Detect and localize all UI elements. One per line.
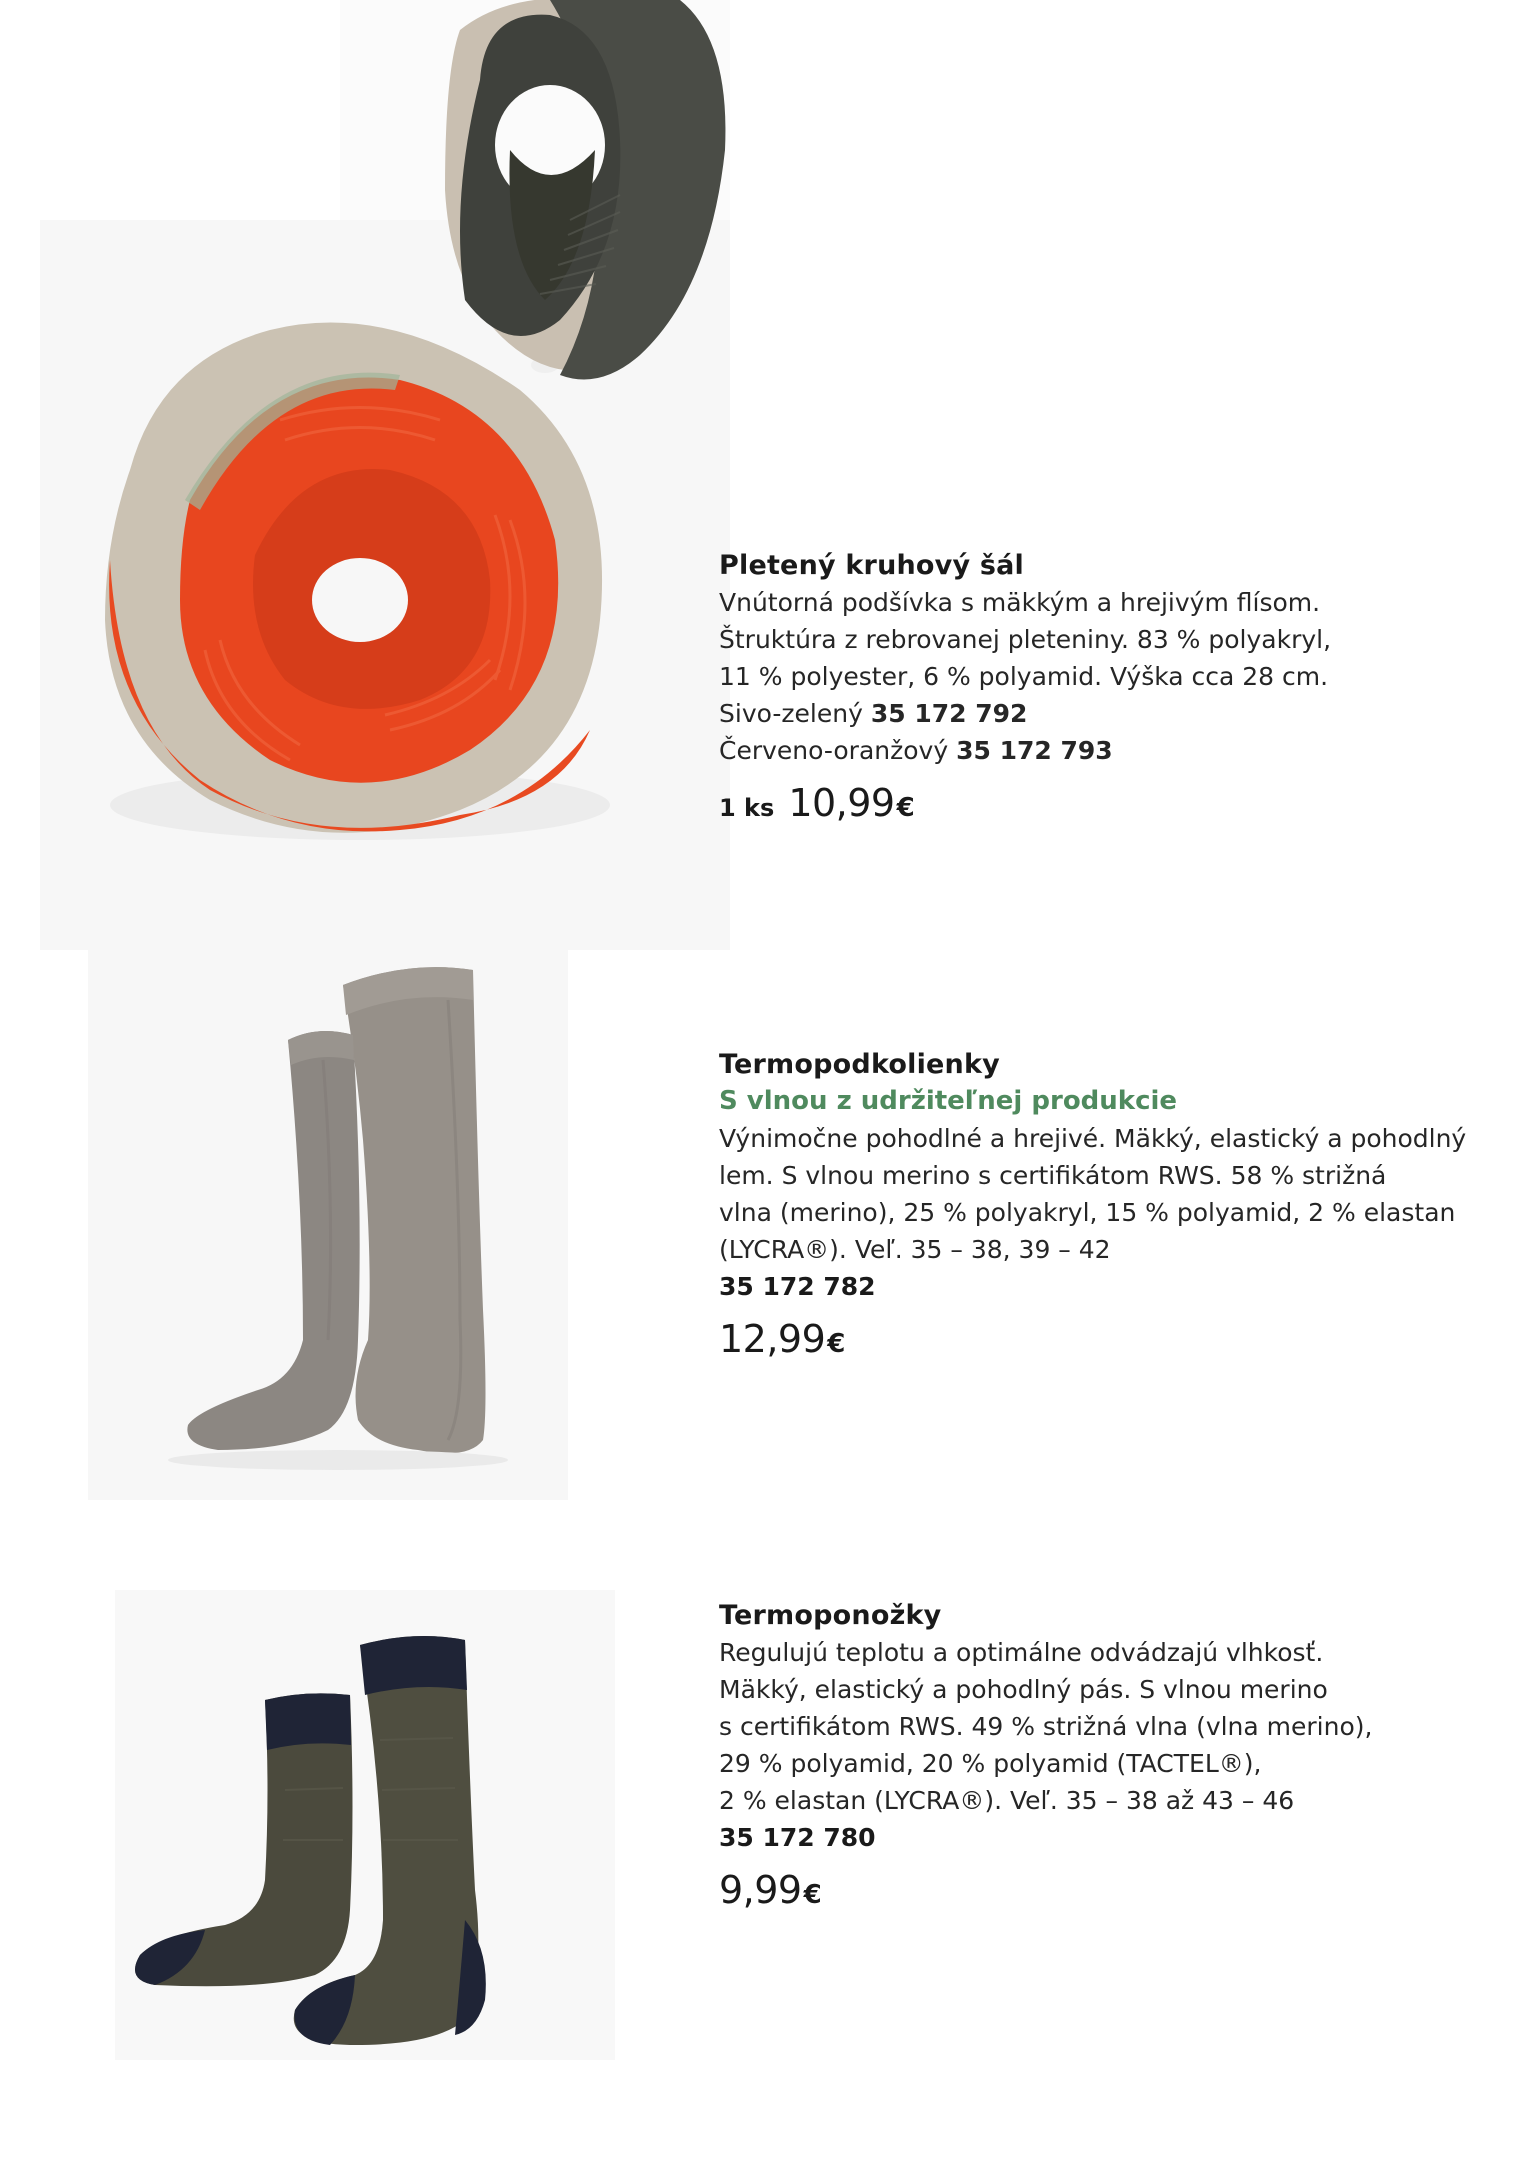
description-line: Regulujú teplotu a optimálne odvádzajú vlhkosť. xyxy=(719,1638,1324,1667)
description-line: lem. S vlnou merino s certifikátom RWS. 58 % strižná xyxy=(719,1161,1387,1190)
product-subtitle: S vlnou z udržiteľnej produkcie xyxy=(719,1086,1178,1116)
description-line: Vnútorná podšívka s mäkkým a hrejivým flísom. xyxy=(719,588,1321,617)
price-row xyxy=(719,1868,1519,1912)
price xyxy=(788,781,914,825)
product-knee-socks xyxy=(719,1047,1519,1361)
price-row xyxy=(719,1317,1519,1361)
article-code: 35 172 792 xyxy=(870,699,1028,728)
description-line: s certifikátom RWS. 49 % strižná vlna (vlna merino), xyxy=(719,1712,1373,1741)
article-code: 35 172 793 xyxy=(956,736,1113,765)
description-line: Výnimočne pohodlné a hrejivé. Mäkký, elastický a pohodlný xyxy=(719,1124,1467,1153)
product-loop-scarf xyxy=(719,548,1519,825)
product-image-thermo-socks xyxy=(115,1590,615,2060)
price-value: 10,99 xyxy=(788,781,895,825)
variant-label: Červeno-oranžový xyxy=(719,736,949,765)
price-value: 12,99 xyxy=(719,1317,826,1361)
description-line: 11 % polyester, 6 % polyamid. Výška cca 28 cm. xyxy=(719,662,1329,691)
product-image-knee-socks xyxy=(88,940,568,1500)
variant-line xyxy=(719,695,1519,732)
article-code: 35 172 780 xyxy=(719,1823,876,1852)
currency: € xyxy=(827,1329,845,1359)
price-value: 9,99 xyxy=(719,1868,802,1912)
description-line: Mäkký, elastický a pohodlný pás. S vlnou merino xyxy=(719,1675,1328,1704)
variant-label: Sivo-zelený xyxy=(719,699,863,728)
product-thermo-socks xyxy=(719,1598,1519,1912)
variant-line xyxy=(719,732,1519,769)
quantity-label: 1 ks xyxy=(719,794,775,822)
article-code: 35 172 782 xyxy=(719,1272,876,1301)
price xyxy=(719,1868,821,1912)
description-line: 29 % polyamid, 20 % polyamid (TACTEL®), xyxy=(719,1749,1262,1778)
product-title: Termoponožky xyxy=(719,1600,942,1631)
product-title: Termopodkolienky xyxy=(719,1049,1000,1080)
price xyxy=(719,1317,845,1361)
description-line: 2 % elastan (LYCRA®). Veľ. 35 – 38 až 43 – 46 xyxy=(719,1786,1295,1815)
description-line: (LYCRA®). Veľ. 35 – 38, 39 – 42 xyxy=(719,1235,1111,1264)
price-row xyxy=(719,781,1519,825)
description-line: vlna (merino), 25 % polyakryl, 15 % polyamid, 2 % elastan xyxy=(719,1198,1456,1227)
currency: € xyxy=(896,793,915,823)
currency: € xyxy=(803,1880,822,1910)
description-line: Štruktúra z rebrovanej pleteniny. 83 % polyakryl, xyxy=(719,625,1332,654)
product-image-loop-scarves xyxy=(40,0,730,950)
product-title: Pletený kruhový šál xyxy=(719,550,1025,581)
